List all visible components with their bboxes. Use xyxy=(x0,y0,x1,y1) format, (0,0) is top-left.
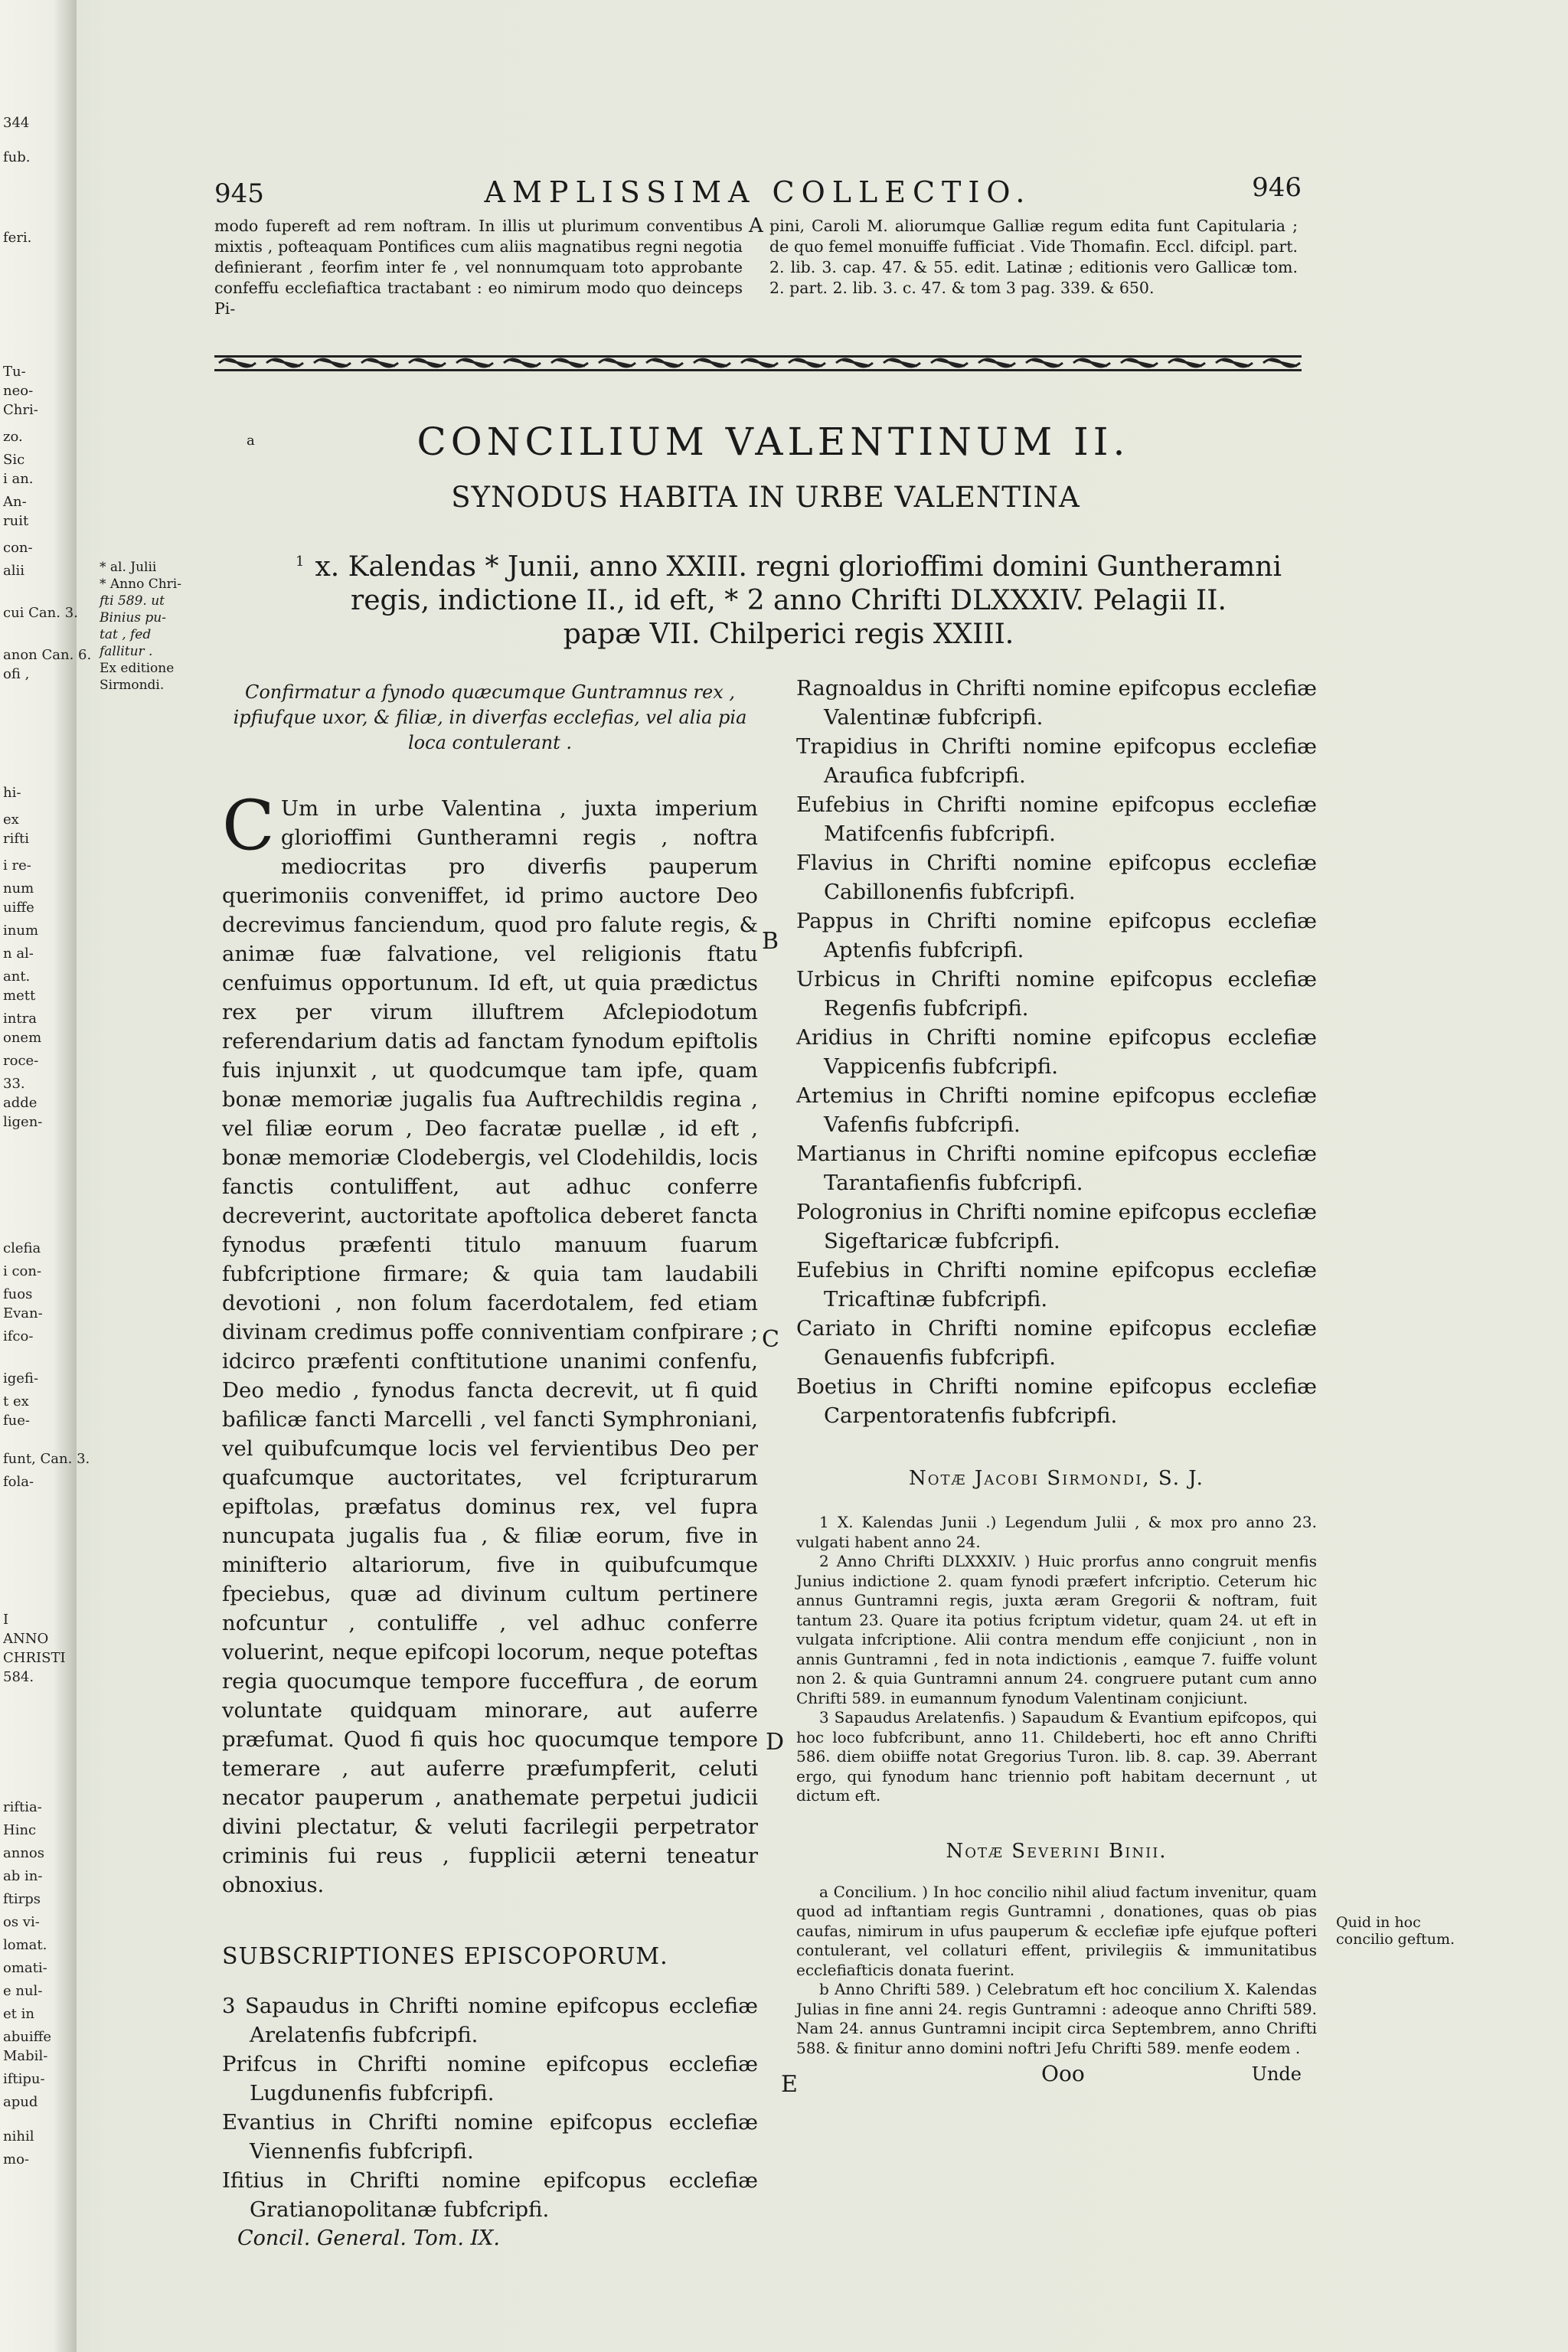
synod-subtitle: SYNODUS HABITA IN URBE VALENTINA xyxy=(451,481,1080,514)
subscription: Martianus in Chrifti nomine epifcopus ecclefiæ Tarantafienfis fubfcripfi. xyxy=(796,1142,1317,1195)
margin-letter-b: B xyxy=(762,928,779,955)
sirmond-notes-heading: Notæ Jacobi Sirmondi, S. J. xyxy=(909,1467,1204,1490)
signature-mark: Ooo xyxy=(1041,2061,1085,2086)
adjacent-page-fragment: zo. xyxy=(3,429,23,445)
adjacent-page-fragment: nihil xyxy=(3,2128,34,2145)
subscription: Ragnoaldus in Chrifti nomine epifcopus ecclefiæ Valentinæ fubfcripfi. xyxy=(796,676,1317,730)
adjacent-page-fragment: et in xyxy=(3,2006,34,2022)
top-text-left xyxy=(214,216,743,319)
adjacent-page-fragment: ligen- xyxy=(3,1114,43,1130)
adjacent-page-fragment: mett xyxy=(3,988,36,1004)
subscription: Cariato in Chrifti nomine epifcopus ecclefiæ Genauenfis fubfcripfi. xyxy=(796,1316,1317,1370)
top-text-right-para: pini, Caroli M. aliorumque Galliæ regum edita funt Capitularia ; de quo femel monuiffe fufficiat . Vide Thomafin. Eccl. difcipl. part. 2. lib. 3. cap. 47. & 55. edit. Latinæ ; editionis vero Gallicæ tom. 2. part. 2. lib. 3. c. 47. & tom 3 pag. 339. & 650. xyxy=(769,217,1298,297)
adjacent-page-fragment: annos xyxy=(3,1845,44,1861)
date-line-1-text: x. Kalendas * Junii, anno XXIII. regni glorioffimi domini Guntheramni xyxy=(315,551,1282,583)
binius-notes xyxy=(796,1883,1317,2059)
page-number-right: 946 xyxy=(1252,172,1302,203)
adjacent-page-fragment: hi- xyxy=(3,785,21,801)
adjacent-page-fragment: ant. xyxy=(3,969,31,985)
adjacent-page-fragment: inum xyxy=(3,923,39,939)
adjacent-page-fragment: ftirps xyxy=(3,1891,41,1907)
subscription: Eufebius in Chrifti nomine epifcopus ecclefiæ Tricaftinæ fubfcripfi. xyxy=(796,1258,1317,1312)
subscription: Eufebius in Chrifti nomine epifcopus ecclefiæ Matifcenfis fubfcripfi. xyxy=(796,792,1317,846)
left-column xyxy=(222,680,758,2253)
decorative-ornament-band xyxy=(214,351,1302,375)
adjacent-page-fragment: i an. xyxy=(3,471,34,487)
adjacent-page-fragment: I xyxy=(3,1612,9,1628)
adjacent-page-fragment: ab in- xyxy=(3,1868,43,1884)
adjacent-page-fragment: omati- xyxy=(3,1960,47,1976)
side-note-line: fallitur . xyxy=(100,644,153,659)
adjacent-page-fragment: mo- xyxy=(3,2151,29,2167)
side-note-line: Ex editione xyxy=(100,661,175,676)
catchword: Unde xyxy=(1251,2063,1302,2085)
right-column xyxy=(796,674,1317,2086)
page-number-left: 945 xyxy=(214,178,264,209)
date-block xyxy=(260,545,1317,652)
adjacent-page-fragment: Mabil- xyxy=(3,2048,48,2064)
adjacent-page-fragment: n al- xyxy=(3,946,34,962)
summary: Confirmatur a fynodo quæcumque Guntramnus rex , ipfiufque uxor, & filiæ, in diverfas ecclefias, vel alia pia loca contulerant . xyxy=(233,681,747,753)
note: 3 Sapaudus Arelatenfis. ) Sapaudum & Evantium epifcopos, qui hoc loco fubfcribunt, anno 11. Childeberti, hoc eft anno Chrifti 586. diem obiiffe notat Gregorius Turon. lib. 8. cap. 39. Aberrant ergo, qui fynodum hanc triennio poft habitam decernunt , ut dictum eft. xyxy=(796,1708,1317,1805)
adjacent-page-fragment: Hinc xyxy=(3,1822,37,1838)
margin-letter-d: D xyxy=(766,1729,785,1756)
subscriptions-right xyxy=(796,674,1317,1430)
adjacent-page-fragment: lomat. xyxy=(3,1937,47,1953)
adjacent-page-fragment: onem xyxy=(3,1030,42,1046)
decree-body xyxy=(222,786,758,1900)
adjacent-page-fragment: ofi , xyxy=(3,666,30,682)
adjacent-page-fragment: cui Can. 3. xyxy=(3,605,78,621)
adjacent-page-fragment: riftia- xyxy=(3,1799,42,1815)
subscription: Pologronius in Chrifti nomine epifcopus ecclefiæ Sigeftaricæ fubfcripfi. xyxy=(796,1200,1317,1253)
adjacent-page-fragment: i re- xyxy=(3,858,31,874)
side-note-line: tat , fed xyxy=(100,627,152,642)
adjacent-page-fragment: ifco- xyxy=(3,1328,34,1344)
sirmond-notes xyxy=(796,1513,1317,1806)
subscription: Boetius in Chrifti nomine epifcopus ecclefiæ Carpentoratenfis fubfcripfi. xyxy=(796,1374,1317,1428)
adjacent-page-fragment: igefi- xyxy=(3,1370,39,1387)
note: a Concilium. ) In hoc concilio nihil aliud factum invenitur, quam quod ad inftantiam regis Guntramni , donationes, quas ob pias caufas, nimirum in ufus pauperum & ecclefiæ ipfe ejufque pofteri contulerant, vel collaturi effent, privilegiis & immunitatibus ecclefiafticis donata fuerint. xyxy=(796,1882,1317,1979)
subscription: Evantius in Chrifti nomine epifcopus ecclefiæ Viennenfis fubfcripfi. xyxy=(222,2110,758,2164)
note-ref-1: 1 xyxy=(296,554,305,570)
adjacent-page-fragment: Sic xyxy=(3,452,25,468)
adjacent-page-fragment: clefia xyxy=(3,1240,41,1256)
subscriptions-heading: SUBSCRIPTIONES EPISCOPORUM. xyxy=(222,1943,668,1970)
adjacent-page-fragment: fub. xyxy=(3,149,31,165)
adjacent-page-fragment: fola- xyxy=(3,1474,34,1490)
adjacent-page-fragment: 344 xyxy=(3,115,30,131)
adjacent-page-fragment: Evan- xyxy=(3,1305,43,1321)
adjacent-page-fragment: alii xyxy=(3,563,25,579)
adjacent-page-fragment: abuiffe xyxy=(3,2029,52,2045)
note-ref-a: a xyxy=(247,433,255,449)
side-note-line: Sirmondi. xyxy=(100,678,165,693)
subscription: Flavius in Chrifti nomine epifcopus ecclefiæ Cabillonenfis fubfcripfi. xyxy=(796,851,1317,904)
adjacent-page-fragment: Chri- xyxy=(3,402,38,418)
adjacent-page-fragment: funt, Can. 3. xyxy=(3,1451,90,1467)
adjacent-page-edge xyxy=(0,0,92,2352)
adjacent-page-fragment: uiffe xyxy=(3,900,34,916)
page-footer xyxy=(796,2060,1317,2086)
margin-letter-e: E xyxy=(781,2071,798,2098)
adjacent-page-fragment: 584. xyxy=(3,1669,34,1685)
adjacent-page-fragment: ANNO xyxy=(3,1631,49,1647)
side-note-line: Binius pu- xyxy=(100,610,166,626)
side-note-line: * al. Julii xyxy=(100,560,157,575)
margin-letter-c: C xyxy=(762,1326,779,1353)
adjacent-page-fragment: os vi- xyxy=(3,1914,40,1930)
side-note xyxy=(100,559,214,694)
adjacent-page-fragment: feri. xyxy=(3,230,32,246)
margin-note-quid: Quid in hoc concilio geftum. xyxy=(1336,1914,1455,1948)
adjacent-page-fragment: rifti xyxy=(3,831,30,847)
subscription: Urbicus in Chrifti nomine epifcopus ecclefiæ Regenfis fubfcripfi. xyxy=(796,967,1317,1021)
adjacent-page-fragment: ex xyxy=(3,812,19,828)
adjacent-page-fragment: anon Can. 6. xyxy=(3,647,92,663)
adjacent-page-fragment: apud xyxy=(3,2094,38,2110)
running-head xyxy=(214,172,1302,211)
top-text-left-para: modo fupereft ad rem noftram. In illis ut plurimum conventibus mixtis , pofteaquam Pontifices cum aliis magnatibus regni negotia definierant , feorfim inter fe , vel nonnumquam toto approbante confeffu ecclefiaftica tractabant : eo nimirum modo quo deinceps Pi- xyxy=(214,217,743,318)
subscription: Artemius in Chrifti nomine epifcopus ecclefiæ Vafenfis fubfcripfi. xyxy=(796,1083,1317,1137)
date-line-3: papæ VII. Chilperici regis XXIII. xyxy=(563,619,1014,650)
adjacent-page-fragment: roce- xyxy=(3,1053,39,1069)
adjacent-page-fragment: CHRISTI xyxy=(3,1650,66,1666)
subscription: Trapidius in Chrifti nomine epifcopus ecclefiæ Araufica fubfcripfi. xyxy=(796,734,1317,788)
subscription: 3 Sapaudus in Chrifti nomine epifcopus ecclefiæ Arelatenfis fubfcripfi. xyxy=(222,1994,758,2047)
subscription: Aridius in Chrifti nomine epifcopus ecclefiæ Vappicenfis fubfcripfi. xyxy=(796,1025,1317,1079)
margin-letter-a: A xyxy=(749,214,763,237)
running-title: AMPLISSIMA COLLECTIO. xyxy=(484,175,1032,209)
subscription: Ifitius in Chrifti nomine epifcopus ecclefiæ Gratianopolitanæ fubfcripfi. xyxy=(222,2168,758,2222)
side-note-line: * Anno Chri- xyxy=(100,577,181,592)
adjacent-page-fragment: fue- xyxy=(3,1413,30,1429)
subscription: Pappus in Chrifti nomine epifcopus ecclefiæ Aptenfis fubfcripfi. xyxy=(796,909,1317,962)
side-note-line: fti 589. ut xyxy=(100,593,165,609)
signature-footer: Concil. General. Tom. IX. xyxy=(237,2226,500,2250)
note: 1 X. Kalendas Junii .) Legendum Julii , & mox pro anno 23. vulgati habent anno 24. xyxy=(796,1513,1317,1551)
date-line-1 xyxy=(260,545,1317,584)
top-text-right xyxy=(769,216,1298,299)
binius-notes-heading: Notæ Severini Binii. xyxy=(946,1839,1168,1863)
adjacent-page-fragment: Tu- xyxy=(3,364,26,380)
adjacent-page-fragment: con- xyxy=(3,540,33,556)
adjacent-page-fragment: 33. xyxy=(3,1076,25,1092)
adjacent-page-fragment: intra xyxy=(3,1011,37,1027)
adjacent-page-fragment: iftipu- xyxy=(3,2071,45,2087)
adjacent-page-fragment: num xyxy=(3,880,34,897)
decree-text: Um in urbe Valentina , juxta imperium glorioffimi Guntheramni regis , noftra mediocritas pro diverfis pauperum querimoniis conveniffet, id primo auctore Deo decrevimus fanciendum, quod pro falute regis, & animæ fuæ falvatione, vel religionis ftatu cenfuimus opportunum. Id eft, ut quia prædictus rex per virum illuftrem Afclepiodotum referendarium datis ad fanctam fynodum epiftolis fuis injunxit , ut quodcumque tam ipfe, quam bonæ memoriæ jugalis fua Auftrechildis regina , vel filiæ eorum , Deo facratæ puellæ , id eft , bonæ memoriæ Clodebergis, vel Clodehildis, locis fanctis contuliffent, aut adhuc conferre decreverint, auctoritate apoftolica deberet fancta fynodus præfenti titulo manuum fuarum fubfcriptione firmare; & quia tam laudabili devotioni , non folum facerdotalem, fed etiam divinam credimus poffe conniventiam confpirare ; idcirco præfenti conftitutione unanimi confenfu, Deo medio , fynodus fancta decrevit, ut fi quid bafilicæ fancti Marcelli , vel fancti Symphroniani, vel quibufcumque locis vel fervientibus Deo per quafcumque auctoritates, vel fcripturarum epiftolas, præfatus dominus rex, vel fupra nuncupata jugalis fua , & filiæ eorum, five in minifterio altariorum, five in quibufcumque fpeciebus, quæ ad divinum cultum pertinere nofcuntur , contuliffe , vel adhuc conferre voluerint, neque epifcopi locorum, neque poteftas regia quocumque tempore fucceffura , de eorum voluntate quidquam minorare, aut auferre præfumat. Quod fi quis hoc quocumque tempore temerare , aut auferre præfumpferit, celuti necator pauperum , anathemate perpetui judicii divini plectatur, & veluti facrilegii perpetrator criminis fui reus , fupplicii æterni teneatur obnoxius. xyxy=(222,796,758,1897)
adjacent-page-fragment: t ex xyxy=(3,1393,29,1410)
adjacent-page-fragment: neo- xyxy=(3,383,34,399)
date-line-2: regis, indictione II., id eft, * 2 anno Chrifti DLXXXIV. Pelagii II. xyxy=(351,585,1227,616)
adjacent-page-fragment: An- xyxy=(3,494,27,510)
subscription: Prifcus in Chrifti nomine epifcopus ecclefiæ Lugdunenfis fubfcripfi. xyxy=(222,2052,758,2105)
adjacent-page-fragment: fuos xyxy=(3,1286,33,1302)
note: 2 Anno Chrifti DLXXXIV. ) Huic prorfus anno congruit menfis Junius indictione 2. quam fynodi præfert infcriptio. Ceterum hic annus Guntramni regis, juxta æram Gregorii & noftram, fuit tantum 23. Quare ita potius fcriptum videtur, quam 24. ut eft in vulgata infcriptione. Alii contra mendum effe conjiciunt , non in annis Guntramni , fed in nota indictionis , eamque 7. fuiffe volunt non 2. & quia Guntramni annum 24. congruere putant cum anno Chrifti 589. in eumannum fynodum Valentinam conjiciunt. xyxy=(796,1552,1317,1707)
adjacent-page-fragment: adde xyxy=(3,1095,38,1111)
adjacent-page-fragment: ruit xyxy=(3,513,29,529)
subscriptions-left xyxy=(222,1991,758,2224)
drop-cap: C xyxy=(222,786,275,866)
adjacent-page-fragment: e nul- xyxy=(3,1983,43,1999)
adjacent-page-fragment: i con- xyxy=(3,1263,42,1279)
council-title: CONCILIUM VALENTINUM II. xyxy=(416,420,1130,464)
note: b Anno Chrifti 589. ) Celebratum eft hoc concilium X. Kalendas Julias in fine anni 24. regis Guntramni : adeoque anno Chrifti 589. Nam 24. annus Guntramni incipit circa Septembrem, anno Chrifti 588. & finitur anno domini noftri Jefu Chrifti 589. menfe eodem . xyxy=(796,1980,1317,2057)
